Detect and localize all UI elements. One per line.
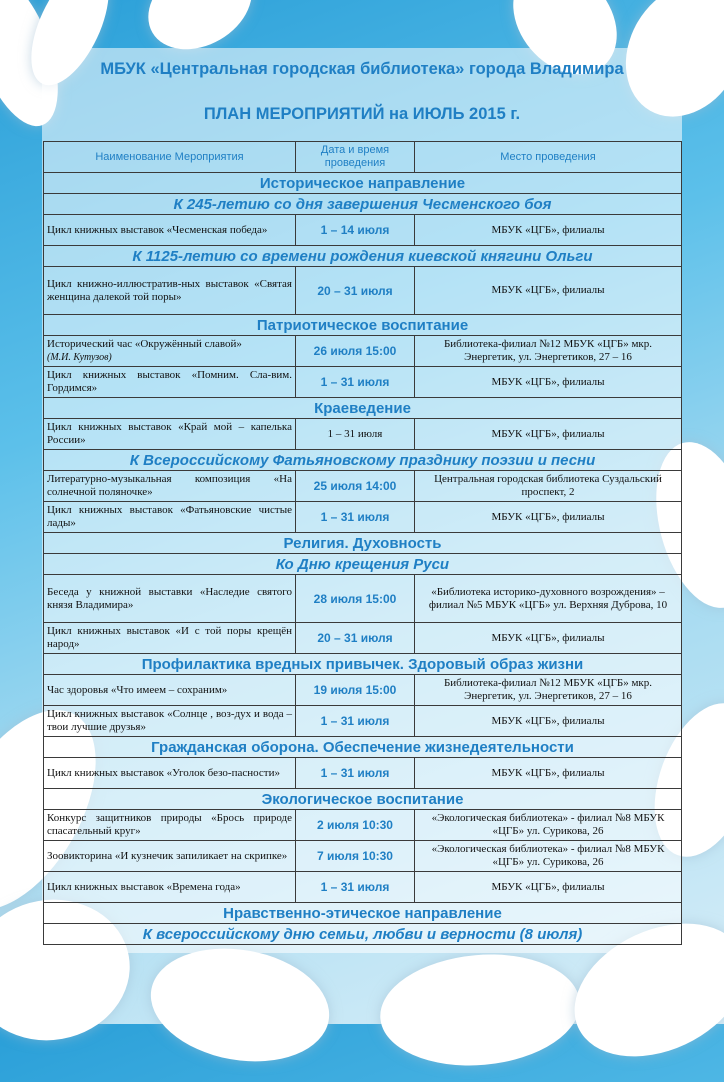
table-row [44, 471, 682, 502]
event-place: «Библиотека историко-духовного возрождения» – филиал №5 МБУК «ЦГБ» ул. Верхняя Дуброва, 10 [415, 575, 682, 623]
event-name [44, 367, 296, 398]
event-name [44, 419, 296, 450]
event-name [44, 872, 296, 903]
table-row [44, 706, 682, 737]
table-row [44, 267, 682, 315]
event-name-text: Цикл книжных выставок «Чесменская победа» [47, 223, 268, 236]
topic-heading-row [44, 246, 682, 267]
section-title: Гражданская оборона. Обеспечение жизнедеятельности [44, 737, 682, 758]
section-title: Историческое направление [44, 173, 682, 194]
event-place: «Экологическая библиотека» - филиал №8 МБУК «ЦГБ» ул. Сурикова, 26 [415, 841, 682, 872]
event-place: МБУК «ЦГБ», филиалы [415, 623, 682, 654]
event-name-text: Цикл книжных выставок «Помним. Сла-вим. Гордимся» [47, 369, 292, 394]
table-row [44, 336, 682, 367]
event-name [44, 841, 296, 872]
table-row [44, 872, 682, 903]
table-row [44, 623, 682, 654]
section-heading-row [44, 903, 682, 924]
event-place: Библиотека-филиал №12 МБУК «ЦГБ» мкр. Энергетик, ул. Энергетиков, 27 – 16 [415, 675, 682, 706]
event-date: 1 – 31 июля [296, 872, 415, 903]
section-title: К всероссийскому дню семьи, любви и верности (8 июля) [44, 924, 682, 945]
event-place: Библиотека-филиал №12 МБУК «ЦГБ» мкр. Энергетик, ул. Энергетиков, 27 – 16 [415, 336, 682, 367]
event-place: МБУК «ЦГБ», филиалы [415, 267, 682, 315]
event-place: МБУК «ЦГБ», филиалы [415, 758, 682, 789]
column-header-date: Дата и время проведения [296, 142, 415, 173]
event-name [44, 810, 296, 841]
event-name-text: Час здоровья «Что имеем – сохраним» [47, 683, 228, 696]
section-title: Патриотическое воспитание [44, 315, 682, 336]
topic-heading-row [44, 554, 682, 575]
event-name-text: Беседа у книжной выставки «Наследие святого князя Владимира» [47, 585, 292, 611]
event-date: 1 – 14 июля [296, 215, 415, 246]
event-name [44, 623, 296, 654]
topic-heading-row [44, 924, 682, 945]
table-row [44, 675, 682, 706]
event-name-text: Зоовикторина «И кузнечик запиликает на скрипке» [47, 849, 288, 862]
event-name [44, 267, 296, 315]
topic-heading-row [44, 194, 682, 215]
event-name [44, 215, 296, 246]
table-row [44, 502, 682, 533]
table-row [44, 841, 682, 872]
table-row [44, 758, 682, 789]
section-heading-row [44, 789, 682, 810]
column-header-place: Место проведения [415, 142, 682, 173]
event-date: 26 июля 15:00 [296, 336, 415, 367]
section-title: К Всероссийскому Фатьяновскому празднику поэзии и песни [44, 450, 682, 471]
event-name-text: Исторический час «Окружённый славой» [47, 338, 242, 350]
section-heading-row [44, 533, 682, 554]
table-row [44, 367, 682, 398]
event-name-text: Цикл книжных выставок «Солнце , воз-дух и вода – твои лучшие друзья» [47, 708, 292, 733]
section-title: К 245-летию со дня завершения Чесменского боя [44, 194, 682, 215]
event-date: 19 июля 15:00 [296, 675, 415, 706]
daisy-petal [142, 935, 338, 1075]
events-table [43, 141, 682, 945]
event-name [44, 575, 296, 623]
event-place: МБУК «ЦГБ», филиалы [415, 419, 682, 450]
event-date: 1 – 31 июля [296, 706, 415, 737]
page-title: ПЛАН МЕРОПРИЯТИЙ на ИЮЛЬ 2015 г. [203, 105, 521, 123]
event-date: 28 июля 15:00 [296, 575, 415, 623]
event-date: 25 июля 14:00 [296, 471, 415, 502]
event-name-text: Конкурс защитников природы «Брось природе спасательный круг» [47, 812, 292, 837]
event-name-text: Цикл книжных выставок «Край мой – капелька России» [47, 421, 292, 446]
daisy-petal [376, 946, 585, 1073]
event-date: 20 – 31 июля [296, 623, 415, 654]
event-date: 1 – 31 июля [296, 758, 415, 789]
event-date: 1 – 31 июля [296, 419, 415, 450]
event-name [44, 471, 296, 502]
event-name [44, 336, 296, 367]
section-title: Профилактика вредных привычек. Здоровый образ жизни [44, 654, 682, 675]
section-heading-row [44, 654, 682, 675]
event-date: 7 июля 10:30 [296, 841, 415, 872]
event-date: 1 – 31 июля [296, 502, 415, 533]
event-place: «Экологическая библиотека» - филиал №8 МБУК «ЦГБ» ул. Сурикова, 26 [415, 810, 682, 841]
event-name-text: Литературно-музыкальная композиция «На солнечной поляночке» [47, 473, 292, 498]
section-title: Краеведение [44, 398, 682, 419]
event-name-text: Цикл книжно-иллюстратив-ных выставок «Святая женщина далекой той поры» [47, 277, 292, 303]
column-header-name: Наименование Мероприятия [44, 142, 296, 173]
section-title: К 1125-летию со времени рождения киевской княгини Ольги [44, 246, 682, 267]
event-name [44, 502, 296, 533]
event-place: МБУК «ЦГБ», филиалы [415, 872, 682, 903]
section-heading-row [44, 173, 682, 194]
event-date: 2 июля 10:30 [296, 810, 415, 841]
section-title: Религия. Духовность [44, 533, 682, 554]
table-row [44, 215, 682, 246]
event-date: 20 – 31 июля [296, 267, 415, 315]
table-row [44, 575, 682, 623]
events-table-body [44, 173, 682, 945]
topic-heading-row [44, 450, 682, 471]
event-place: МБУК «ЦГБ», филиалы [415, 367, 682, 398]
section-title: Нравственно-этическое направление [44, 903, 682, 924]
org-title: МБУК «Центральная городская библиотека» города Владимира [100, 60, 624, 78]
section-heading-row [44, 315, 682, 336]
event-name [44, 758, 296, 789]
section-heading-row [44, 398, 682, 419]
event-place: МБУК «ЦГБ», филиалы [415, 215, 682, 246]
event-name-text: Цикл книжных выставок «И с той поры крещён народ» [47, 625, 292, 650]
event-place: Центральная городская библиотека Суздальский проспект, 2 [415, 471, 682, 502]
section-title: Экологическое воспитание [44, 789, 682, 810]
event-name [44, 675, 296, 706]
event-name-text: Цикл книжных выставок «Фатьяновские чистые лады» [47, 504, 292, 529]
event-name-text: Цикл книжных выставок «Времена года» [47, 880, 241, 893]
event-name [44, 706, 296, 737]
table-row [44, 810, 682, 841]
event-place: МБУК «ЦГБ», филиалы [415, 706, 682, 737]
event-name-text: Цикл книжных выставок «Уголок безо-пасности» [47, 766, 280, 779]
event-date: 1 – 31 июля [296, 367, 415, 398]
section-title: Ко Дню крещения Руси [44, 554, 682, 575]
table-row [44, 419, 682, 450]
section-heading-row [44, 737, 682, 758]
event-place: МБУК «ЦГБ», филиалы [415, 502, 682, 533]
event-note: (М.И. Кутузов) [47, 352, 112, 363]
